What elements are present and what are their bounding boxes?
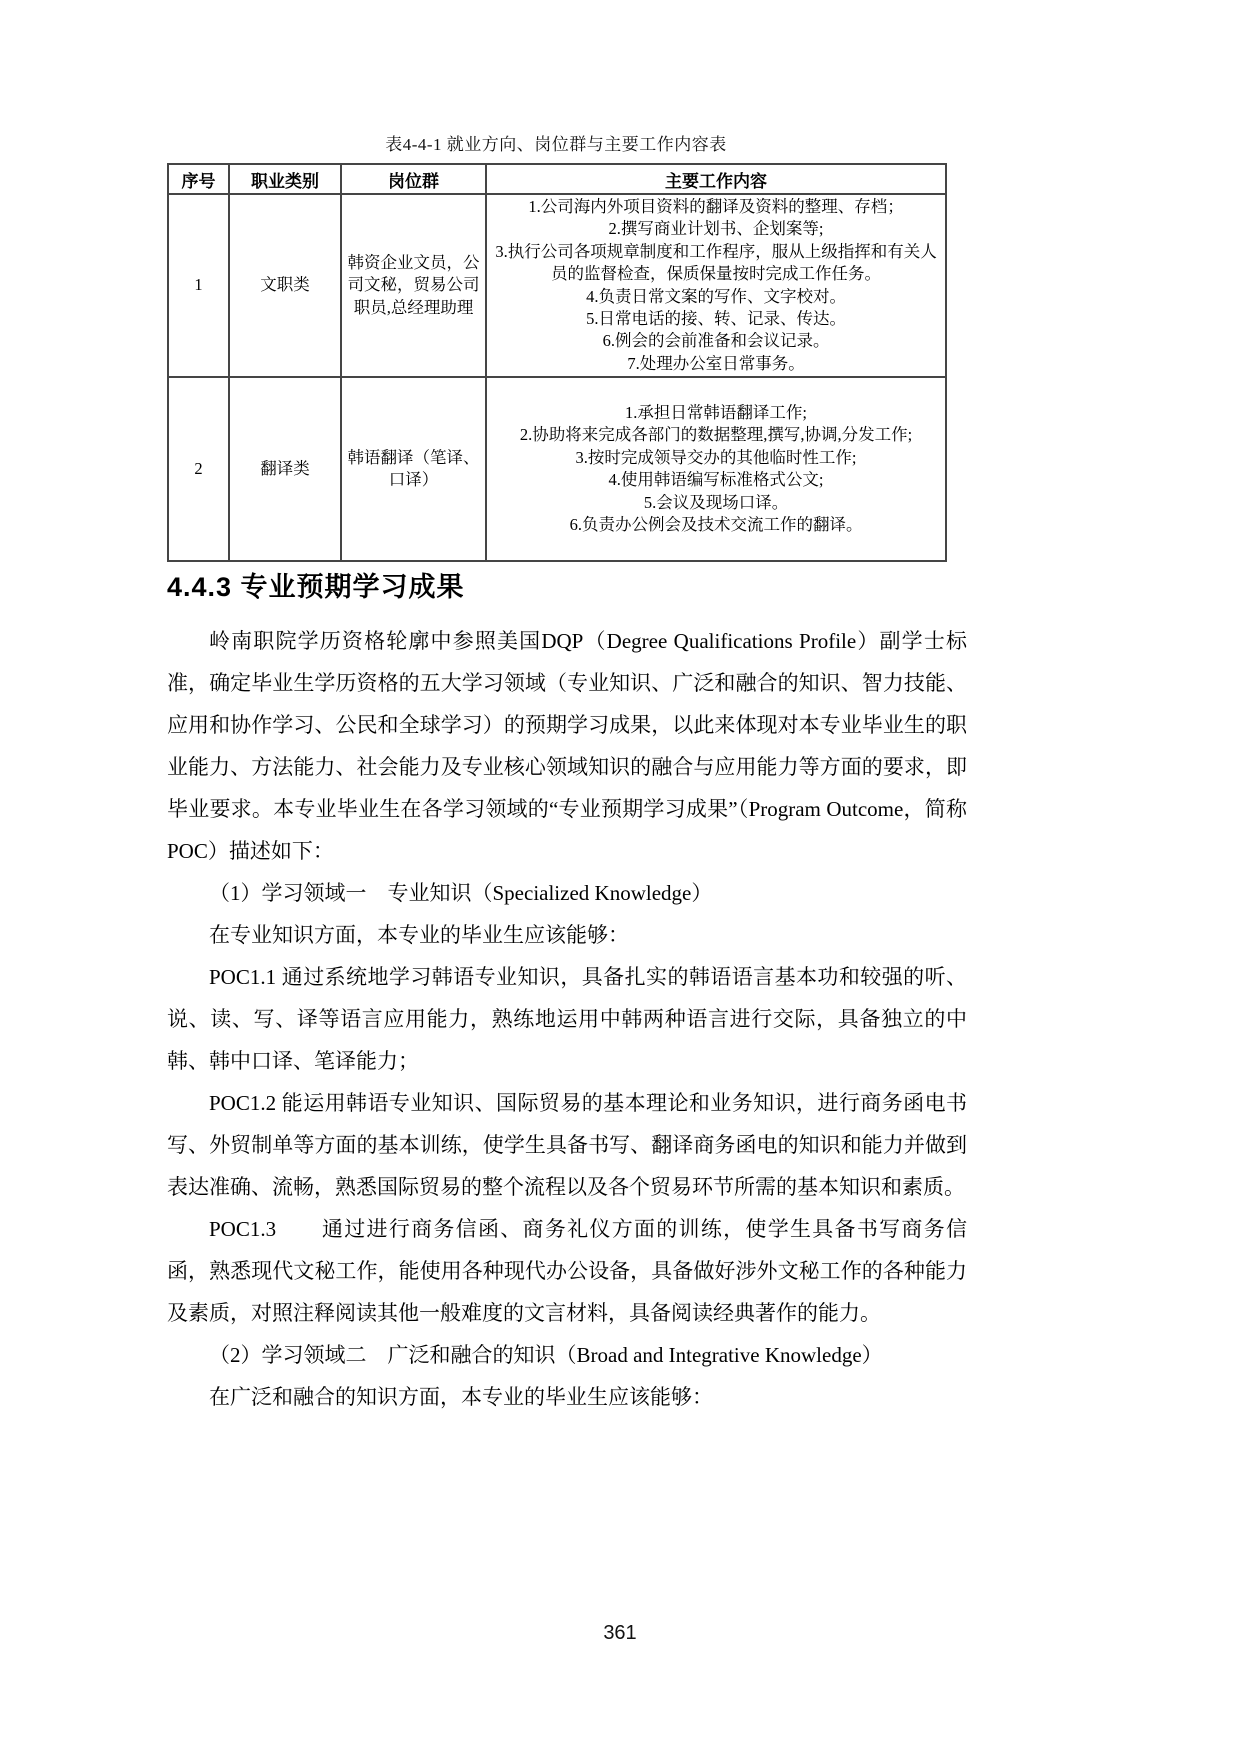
paragraph: （2）学习领域二 广泛和融合的知识（Broad and Integrative Knowledge）	[209, 1343, 883, 1367]
duty-line: 2.协助将来完成各部门的数据整理,撰写,协调,分发工作;	[519, 425, 913, 445]
table-caption: 表4-4-1 就业方向、岗位群与主要工作内容表	[385, 135, 727, 154]
paragraph: 岭南职院学历资格轮廓中参照美国DQP（Degree Qualifications Profile）副学士标准，确定毕业生学历资格的五大学习领域（专业知识、广泛和融合的知识、智力技能、应用和协作学习、公民和全球学习）的预期学习成果，以此来体现对本专业毕业生的职业能力、方法能力、社会能力及专业核心领域知识的融合与应用能力等方面的要求，即毕业要求。本专业毕业生在各学习领域的“专业预期学习成果”（Program Outcome，简称POC）描述如下：	[167, 629, 967, 863]
duty-line: 2.撰写商业计划书、企划案等;	[608, 219, 824, 239]
table-row	[168, 377, 946, 561]
table-row	[168, 194, 946, 377]
cell-positions: 韩资企业文员，公司文秘，贸易公司职员,总经理助理	[341, 194, 486, 377]
cell-category: 文职类	[229, 194, 341, 377]
duty-line: 5.会议及现场口译。	[643, 492, 789, 512]
duty-line: 4.使用韩语编写标准格式公文;	[608, 470, 824, 490]
paragraph: 在专业知识方面，本专业的毕业生应该能够：	[209, 923, 629, 947]
cell-duties	[486, 194, 946, 377]
paragraph: POC1.3 通过进行商务信函、商务礼仪方面的训练，使学生具备书写商务信函，熟悉现代文秘工作，能使用各种现代办公设备，具备做好涉外文秘工作的各种能力及素质，对照注释阅读其他一般难度的文言材料，具备阅读经典著作的能力。	[167, 1217, 967, 1325]
cell-duties	[486, 377, 946, 561]
duty-line: 5.日常电话的接、转、记录、传达。	[586, 309, 846, 329]
paragraph: （1）学习领域一 专业知识（Specialized Knowledge）	[209, 881, 713, 905]
cell-no: 1	[168, 194, 229, 377]
col-header-category: 职业类别	[229, 164, 341, 194]
col-header-duties: 主要工作内容	[486, 164, 946, 194]
section-body	[167, 620, 967, 1418]
section-heading: 4.4.3 专业预期学习成果	[167, 572, 465, 602]
col-header-no: 序号	[168, 164, 229, 194]
cell-category: 翻译类	[229, 377, 341, 561]
cell-positions: 韩语翻译（笔译、口译）	[341, 377, 486, 561]
duty-line: 1.承担日常韩语翻译工作;	[625, 403, 807, 423]
duty-line: 7.处理办公室日常事务。	[627, 353, 805, 373]
paragraph: 在广泛和融合的知识方面，本专业的毕业生应该能够：	[209, 1385, 713, 1409]
cell-no: 2	[168, 377, 229, 561]
duty-line: 4.负责日常文案的写作、文字校对。	[586, 286, 846, 306]
page-number: 361	[603, 1622, 637, 1644]
paragraph: POC1.1 通过系统地学习韩语专业知识，具备扎实的韩语语言基本功和较强的听、说、读、写、译等语言应用能力，熟练地运用中韩两种语言进行交际，具备独立的中韩、韩中口译、笔译能力；	[167, 965, 967, 1073]
duty-line: 6.例会的会前准备和会议记录。	[602, 331, 830, 351]
duty-line: 3.按时完成领导交办的其他临时性工作;	[575, 447, 857, 467]
col-header-positions: 岗位群	[341, 164, 486, 194]
employment-table	[167, 163, 947, 562]
table-header-row	[168, 164, 946, 194]
duty-line: 3.执行公司各项规章制度和工作程序，服从上级指挥和有关人员的监督检查，保质保量按时完成工作任务。	[495, 241, 937, 284]
duty-line: 6.负责办公例会及技术交流工作的翻译。	[569, 515, 863, 535]
duty-line: 1.公司海内外项目资料的翻译及资料的整理、存档；	[528, 197, 904, 216]
paragraph: POC1.2 能运用韩语专业知识、国际贸易的基本理论和业务知识，进行商务函电书写、外贸制单等方面的基本训练，使学生具备书写、翻译商务函电的知识和能力并做到表达准确、流畅，熟悉国际贸易的整个流程以及各个贸易环节所需的基本知识和素质。	[167, 1091, 967, 1199]
